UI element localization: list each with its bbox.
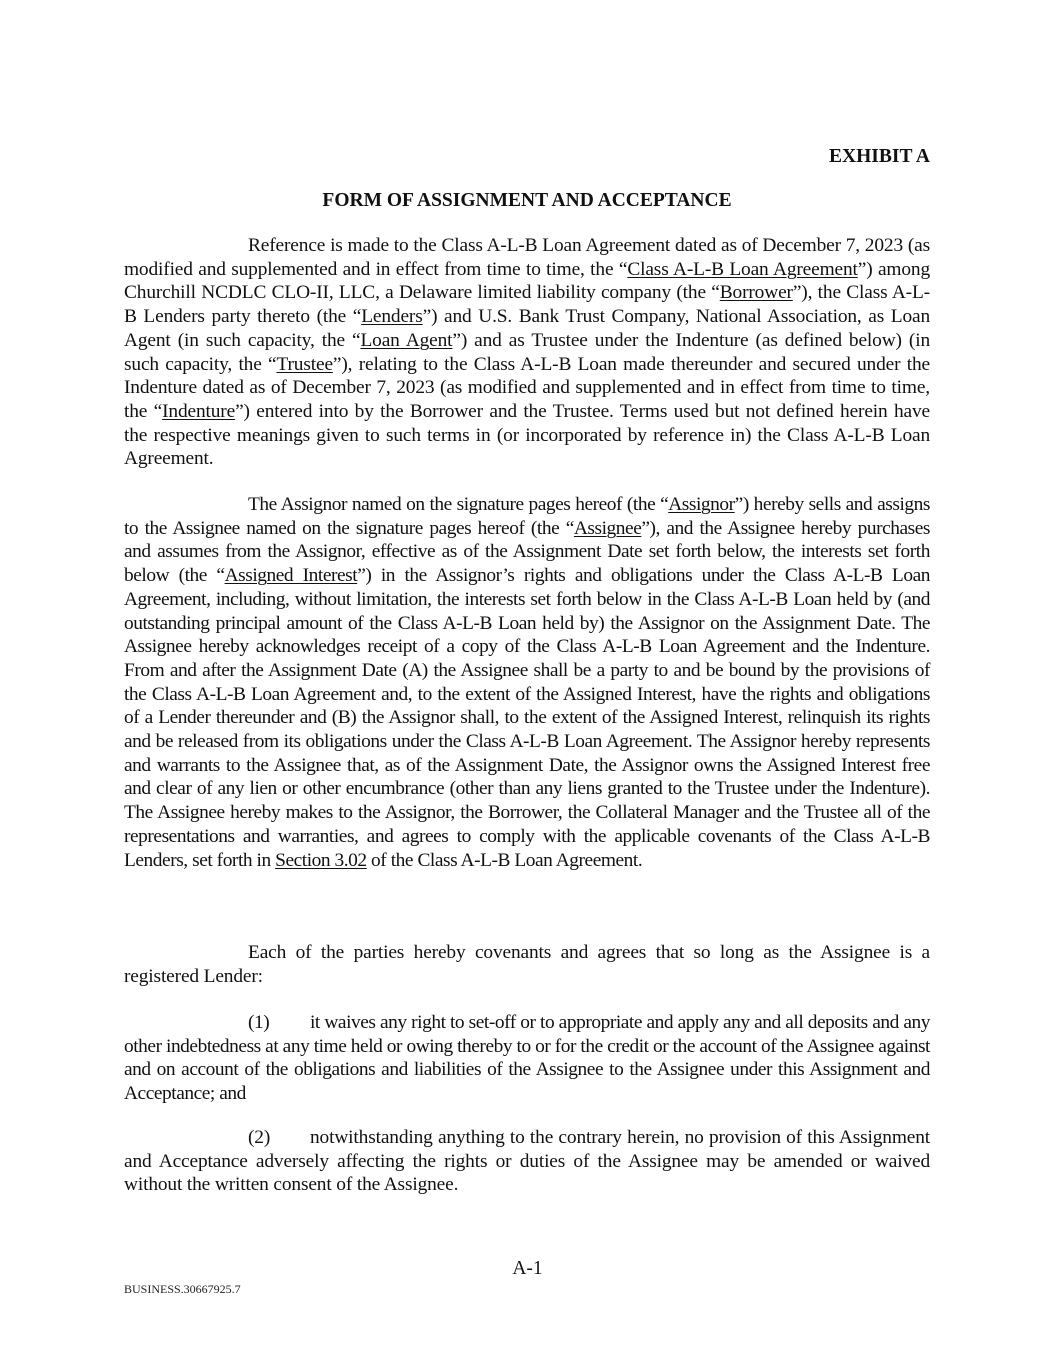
defined-term-assignor: Assignor bbox=[668, 494, 735, 515]
document-id: BUSINESS.30667925.7 bbox=[124, 1282, 241, 1296]
list-item-1 bbox=[124, 1011, 930, 1106]
list-item-number: (2) bbox=[248, 1127, 271, 1148]
defined-term-loan-agreement: Class A-L-B Loan Agreement bbox=[627, 258, 858, 280]
paragraph-covenants: Each of the parties hereby covenants and agrees that so long as the Assignee is a registered Lender: bbox=[124, 942, 930, 987]
defined-term-borrower: Borrower bbox=[719, 282, 793, 304]
defined-term-indenture: Indenture bbox=[162, 400, 236, 422]
defined-term-assignee: Assignee bbox=[573, 517, 642, 539]
list-item-number: (1) bbox=[248, 1012, 270, 1033]
paragraph-reference: Reference is made to the Class A-L-B Loan Agreement dated as of December 7, 2023 (as modified and supplemented and in effect from time to time, the “Class A-L-B Loan Agreement”) among Churchill NCDLC CLO-II, LLC, a Delaware limited liability company (the “Borrower”), the Class A-L-B Lenders party thereto (the “Lenders”) and U.S. Bank Trust Company, National Association, as Loan Agent (in such capacity, the “Loan Agent”) and as Trustee under the Indenture (as defined below) (in such capacity, the “Trustee”), relating to the Class A-L-B Loan made thereunder and secured under the Indenture dated as of December 7, 2023 (as modified and supplemented and in effect from time to time, the “Indenture”) entered into by the Borrower and the Trustee. Terms used but not defined herein have the respective meanings given to such terms in (or incorporated by reference in) the Class A-L-B Loan Agreement. bbox=[124, 235, 931, 470]
page-number: A-1 bbox=[512, 1258, 543, 1279]
exhibit-label: EXHIBIT A bbox=[829, 146, 930, 167]
section-reference-3-02: Section 3.02 bbox=[275, 849, 367, 871]
defined-term-lenders: Lenders bbox=[361, 306, 423, 328]
defined-term-trustee: Trustee bbox=[276, 353, 333, 375]
list-item-text: it waives any right to set-off or to appropriate and apply any and all deposits and any other indebtedness at any time held or owing thereby to or for the credit or the account of the Assignee against and on account of the obligations and liabilities of the Assignee to the Assignee under this Assignment and Acceptance; and bbox=[124, 1012, 930, 1105]
list-item-text: notwithstanding anything to the contrary herein, no provision of this Assignment and Acceptance adversely affecting the rights or duties of the Assignee may be amended or waived without the written consent of the Assignee. bbox=[124, 1127, 930, 1196]
defined-term-loan-agent: Loan Agent bbox=[360, 329, 453, 351]
document-title: FORM OF ASSIGNMENT AND ACCEPTANCE bbox=[322, 190, 732, 211]
paragraph-assignment: The Assignor named on the signature pages hereof (the “Assignor”) hereby sells and assigns to the Assignee named on the signature pages hereof (the “Assignee”), and the Assignee hereby purchases and assumes from the Assignor, effective as of the Assignment Date set forth below, the interests set forth below (the “Assigned Interest”) in the Assignor’s rights and obligations under the Class A-L-B Loan Agreement, including, without limitation, the interests set forth below in the Class A-L-B Loan held by (and outstanding principal amount of the Class A-L-B Loan held by) the Assignor on the Assignment Date. The Assignee hereby acknowledges receipt of a copy of the Class A-L-B Loan Agreement and the Indenture. From and after the Assignment Date (A) the Assignee shall be a party to and be bound by the provisions of the Class A-L-B Loan Agreement and, to the extent of the Assigned Interest, have the rights and obligations of a Lender thereunder and (B) the Assignor shall, to the extent of the Assigned Interest, relinquish its rights and be released from its obligations under the Class A-L-B Loan Agreement. The Assignor hereby represents and warrants to the Assignee that, as of the Assignment Date, the Assignor owns the Assigned Interest free and clear of any lien or other encumbrance (other than any liens granted to the Trustee under the Indenture). The Assignee hereby makes to the Assignor, the Borrower, the Collateral Manager and the Trustee all of the representations and warranties, and agrees to comply with the applicable covenants of the Class A-L-B Lenders, set forth in Section 3.02 of the Class A-L-B Loan Agreement. bbox=[124, 494, 930, 871]
defined-term-assigned-interest: Assigned Interest bbox=[224, 565, 358, 587]
list-item-2 bbox=[124, 1126, 930, 1197]
